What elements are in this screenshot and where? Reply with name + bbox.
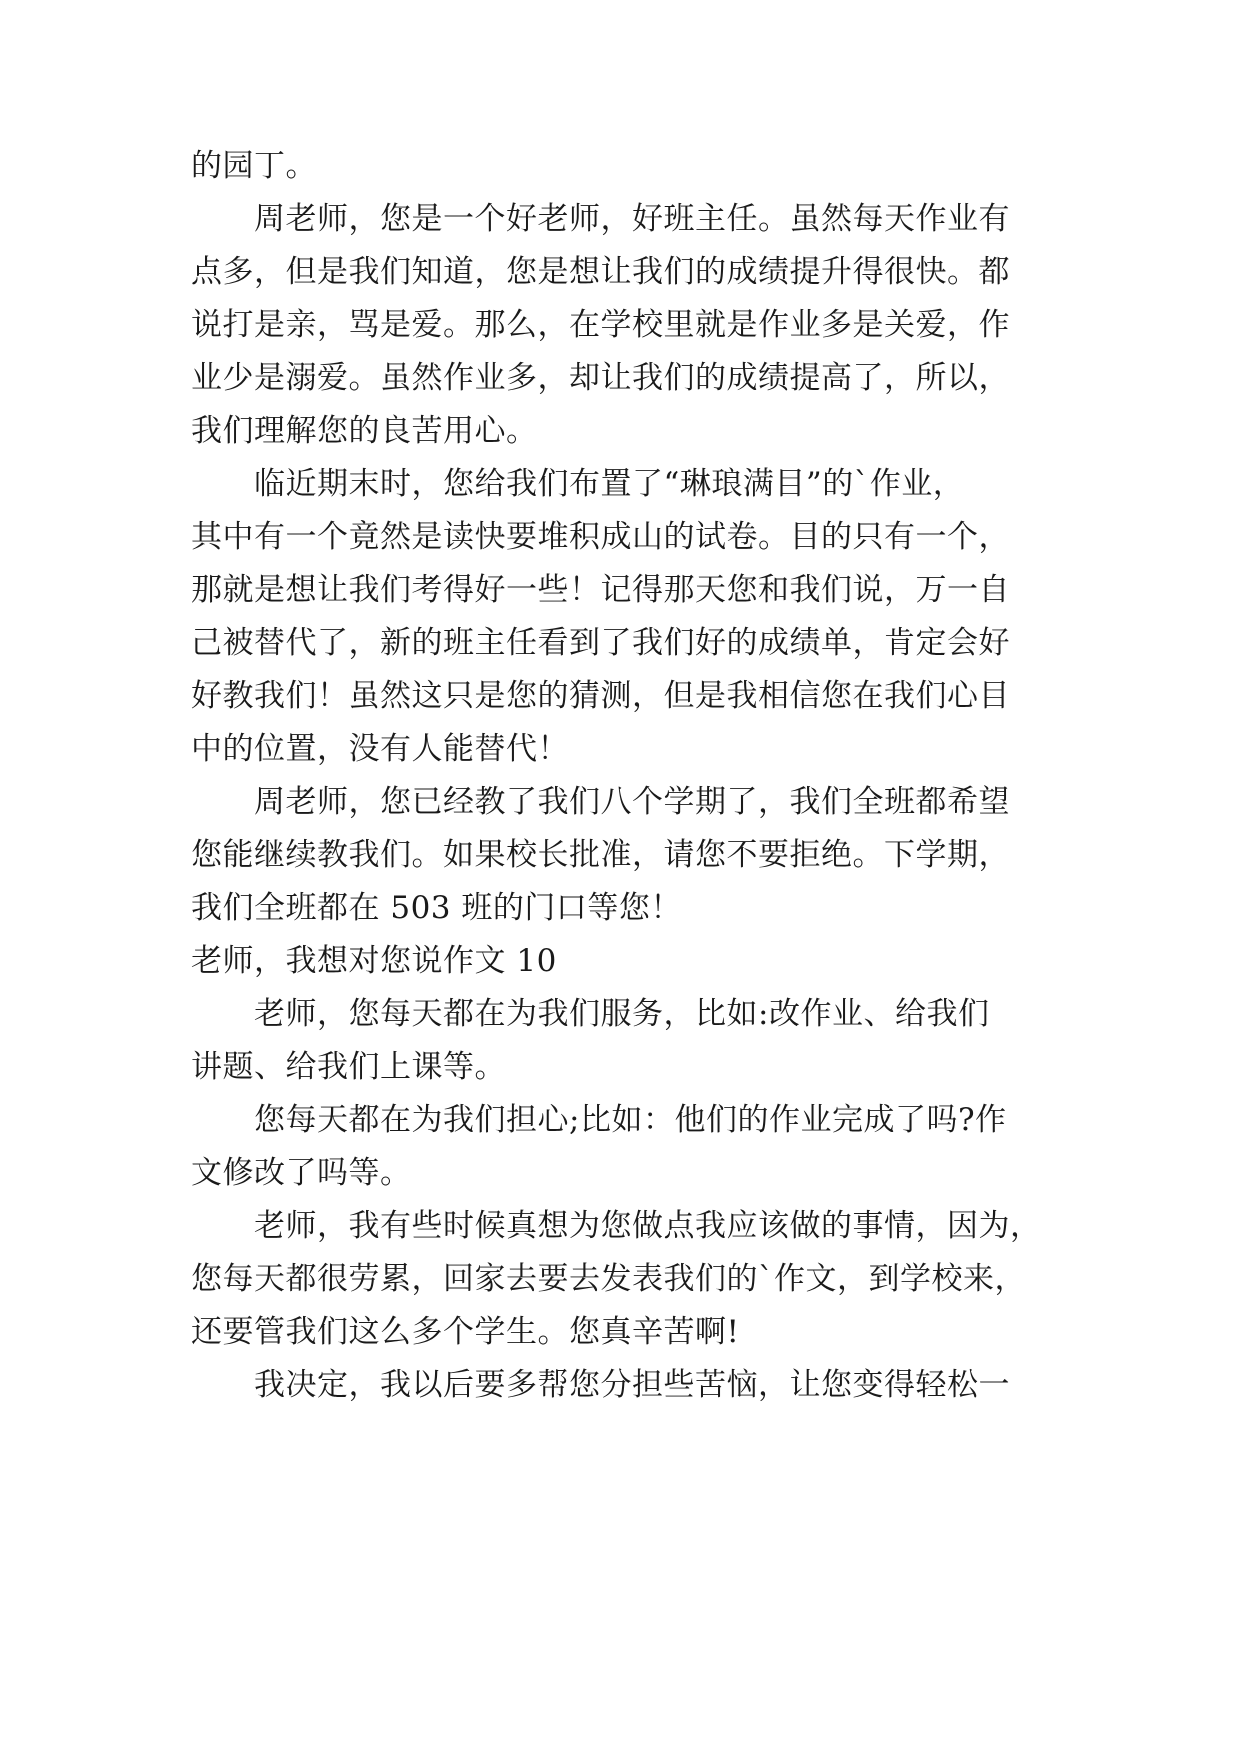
text-line: 我们全班都在 503 班的门口等您！ xyxy=(191,890,682,926)
text-line: 己被替代了，新的班主任看到了我们好的成绩单，肯定会好 xyxy=(191,625,1010,661)
text-line: 其中有一个竟然是读快要堆积成山的试卷。目的只有一个， xyxy=(191,519,1010,555)
text-line: 我们理解您的良苦用心。 xyxy=(191,413,538,449)
paragraph-start-line: 老师，我有些时候真想为您做点我应该做的事情，因为， xyxy=(254,1208,1042,1244)
section-heading: 老师，我想对您说作文 10 xyxy=(191,943,557,979)
text-line: 文修改了吗等。 xyxy=(191,1155,412,1191)
paragraph-start-line: 您每天都在为我们担心;比如：他们的作业完成了吗?作 xyxy=(254,1102,1007,1138)
text-line: 还要管我们这么多个学生。您真辛苦啊! xyxy=(191,1314,740,1350)
text-line: 您每天都很劳累，回家去要去发表我们的`作文，到学校来， xyxy=(191,1261,1026,1297)
text-line: 业少是溺爱。虽然作业多，却让我们的成绩提高了，所以， xyxy=(191,360,1010,396)
paragraph-start-line: 老师，您每天都在为我们服务，比如:改作业、给我们 xyxy=(254,996,990,1032)
paragraph-start-line: 周老师，您是一个好老师，好班主任。虽然每天作业有 xyxy=(254,201,1010,237)
text-line: 讲题、给我们上课等。 xyxy=(191,1049,506,1085)
paragraph-start-line: 周老师，您已经教了我们八个学期了，我们全班都希望 xyxy=(254,784,1010,820)
text-line: 中的位置，没有人能替代！ xyxy=(191,731,569,767)
text-line: 说打是亲，骂是爱。那么，在学校里就是作业多是关爱，作 xyxy=(191,307,1010,343)
text-line: 您能继续教我们。如果校长批准，请您不要拒绝。下学期， xyxy=(191,837,1010,873)
text-line: 那就是想让我们考得好一些！记得那天您和我们说，万一自 xyxy=(191,572,1010,608)
paragraph-start-line: 临近期末时，您给我们布置了“琳琅满目”的`作业， xyxy=(254,466,965,502)
text-line: 点多，但是我们知道，您是想让我们的成绩提升得很快。都 xyxy=(191,254,1010,290)
paragraph-start-line: 我决定，我以后要多帮您分担些苦恼，让您变得轻松一 xyxy=(254,1367,1010,1403)
text-line: 的园丁。 xyxy=(191,148,317,184)
text-line: 好教我们！虽然这只是您的猜测，但是我相信您在我们心目 xyxy=(191,678,1010,714)
